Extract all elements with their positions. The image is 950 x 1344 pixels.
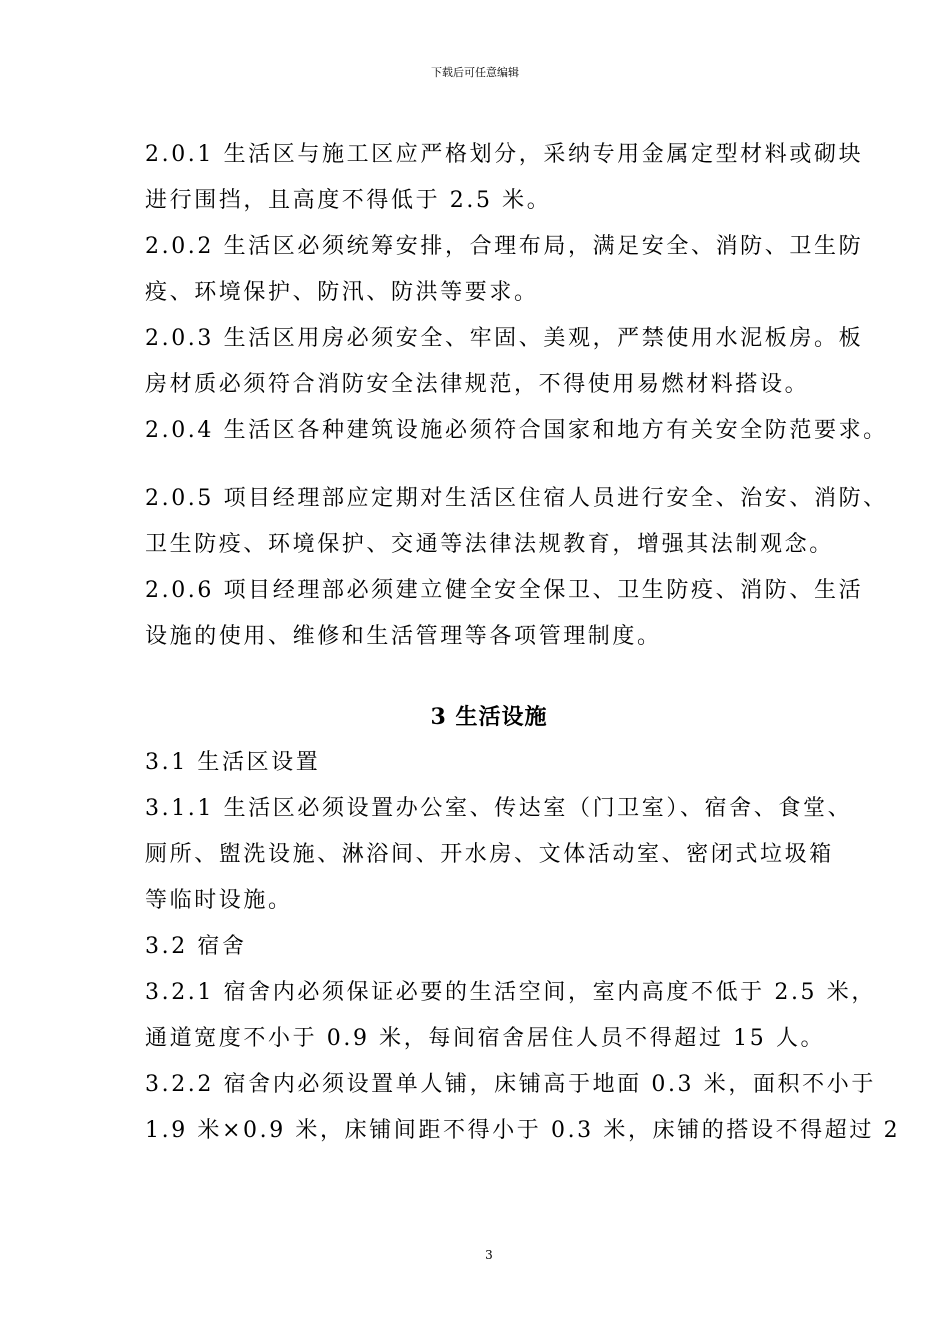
paragraph-gap [145, 660, 845, 694]
text-line: 2.0.2 生活区必须统筹安排，合理布局，满足安全、消防、卫生防 [145, 234, 864, 259]
text-line: 进行围挡，且高度不得低于 2.5 米。 [145, 188, 552, 213]
text-line: 2.0.3 生活区用房必须安全、牢固、美观，严禁使用水泥板房。板 [145, 326, 864, 351]
text-line: 厕所、盥洗设施、淋浴间、开水房、文体活动室、密闭式垃圾箱 [145, 842, 834, 867]
text-line: 1.9 米×0.9 米，床铺间距不得小于 0.3 米，床铺的搭设不得超过 2 [145, 1118, 901, 1143]
subsection-heading: 3.1 生活区设置 [145, 750, 321, 775]
text-line: 2.0.1 生活区与施工区应严格划分，采纳专用金属定型材料或砌块 [145, 142, 864, 167]
section-title: 3 生活设施 [430, 704, 548, 730]
text-line: 2.0.4 生活区各种建筑设施必须符合国家和地方有关安全防范要求。 [145, 418, 888, 443]
text-line: 2.0.6 项目经理部必须建立健全安全保卫、卫生防疫、消防、生活 [145, 578, 864, 603]
paragraph-gap [145, 454, 845, 476]
document-body [145, 132, 901, 1154]
text-line: 2.0.5 项目经理部应定期对生活区住宿人员进行安全、治安、消防、 [145, 486, 888, 511]
page-header: 下载后可任意编辑 [431, 66, 519, 79]
text-line: 疫、环境保护、防汛、防洪等要求。 [145, 280, 539, 305]
text-line: 3.1.1 生活区必须设置办公室、传达室（门卫室）、宿舍、食堂、 [145, 796, 853, 821]
page-number: 3 [485, 1248, 493, 1262]
text-line: 等临时设施。 [145, 888, 293, 913]
text-line: 3.2.1 宿舍内必须保证必要的生活空间，室内高度不低于 2.5 米， [145, 980, 876, 1005]
subsection-heading: 3.2 宿舍 [145, 934, 247, 959]
text-line: 3.2.2 宿舍内必须设置单人铺，床铺高于地面 0.3 米，面积不小于 [145, 1072, 876, 1097]
text-line: 卫生防疫、环境保护、交通等法律法规教育，增强其法制观念。 [145, 532, 834, 557]
text-line: 房材质必须符合消防安全法律规范，不得使用易燃材料搭设。 [145, 372, 810, 397]
text-line: 通道宽度不小于 0.9 米，每间宿舍居住人员不得超过 15 人。 [145, 1026, 826, 1051]
text-line: 设施的使用、维修和生活管理等各项管理制度。 [145, 624, 662, 649]
